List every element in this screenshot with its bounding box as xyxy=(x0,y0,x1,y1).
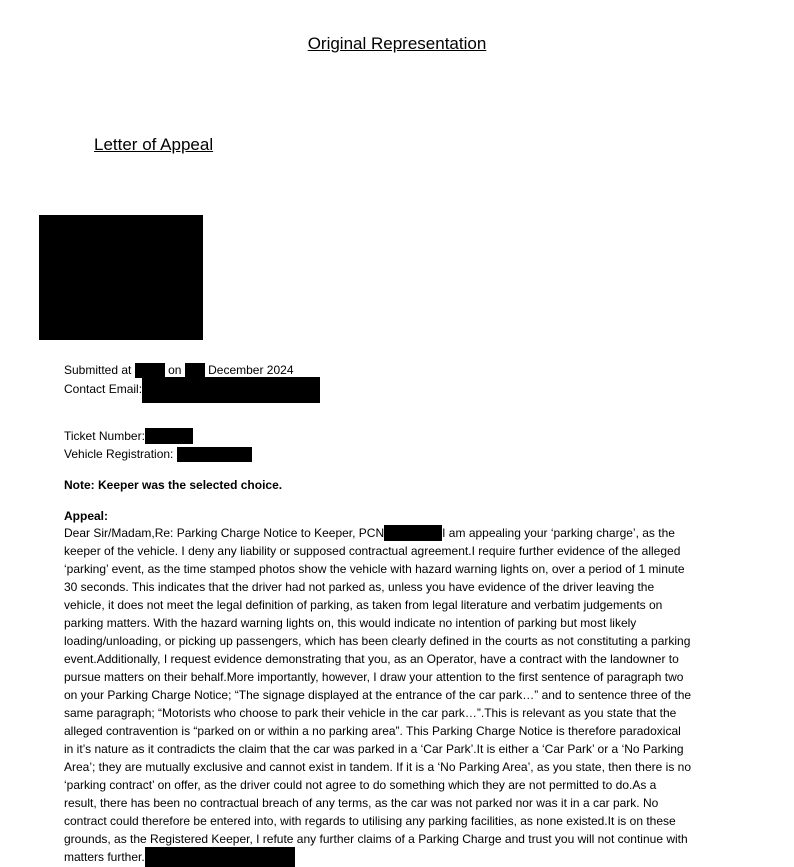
redacted-ticket-number xyxy=(145,428,193,444)
appeal-line-text: matters further. xyxy=(64,850,145,864)
appeal-line: vehicle, it does not meet the legal definition of parking, as taken from legal literature and verbatim judgements on xyxy=(64,598,663,612)
on-label: on xyxy=(168,363,182,377)
appeal-line: loading/unloading, or picking up passengers, which has been clearly defined in the courts as not constituting a parking xyxy=(64,634,691,648)
appeal-line: contract could therefore be entered into, with regards to utilising any parking facilities, as none existed.It is on these xyxy=(64,814,676,828)
date-suffix: December 2024 xyxy=(208,363,294,377)
appeal-line: same paragraph; “Motorists who choose to park their vehicle in the car park…”.This is relevant as you state that the xyxy=(64,706,677,720)
submitted-at-label: Submitted at xyxy=(64,363,132,377)
appeal-line: ‘parking’ event, as the time stamped photos show the vehicle with hazard warning lights on, over a period of 1 minute xyxy=(64,562,685,576)
appeal-line-text: Dear Sir/Madam,Re: Parking Charge Notice to Keeper, PCN xyxy=(64,526,385,540)
appeal-line: on your Parking Charge Notice; “The signage displayed at the entrance of the car park…” and to sentence three of the xyxy=(64,688,692,702)
contact-email-line xyxy=(64,380,320,403)
redacted-day xyxy=(185,363,205,378)
appeal-line: pursue matters on their behalf.More importantly, however, I draw your attention to the first sentence of paragraph two xyxy=(64,670,684,684)
redacted-signoff xyxy=(145,847,295,867)
letter-heading: Letter of Appeal xyxy=(94,135,214,154)
ticket-number-label: Ticket Number: xyxy=(64,429,145,443)
ticket-number-line xyxy=(64,427,193,445)
appeal-line: in it’s nature as it contradicts the claim that the car was parked in a ‘Car Park’.It is either a ‘Car Park’ or a ‘No Parking xyxy=(64,742,684,756)
appeal-line xyxy=(64,524,716,542)
redacted-address-block xyxy=(39,215,203,340)
appeal-line: grounds, as the Registered Keeper, I refute any further claims of a Parking Charge and trust you will not continue with xyxy=(64,832,688,846)
appeal-label: Appeal: xyxy=(64,509,109,523)
document-title: Original Representation xyxy=(307,34,487,53)
redacted-time xyxy=(135,363,165,378)
appeal-line: result, there has been no contractual breach of any terms, as the car was not parked nor was it in a car park. No xyxy=(64,796,659,810)
appeal-line-continuation: I am appealing your ‘parking charge’, as the xyxy=(442,526,675,540)
appeal-body xyxy=(64,524,716,866)
contact-email-label: Contact Email: xyxy=(64,382,143,396)
redacted-pcn xyxy=(384,525,442,541)
appeal-line: keeper of the vehicle. I deny any liability or supposed contractual agreement.I require further evidence of the alleged xyxy=(64,544,681,558)
vehicle-registration-line xyxy=(64,445,252,463)
redacted-registration xyxy=(177,447,252,462)
appeal-line: alleged contravention is “parked on or within a no parking area”. This Parking Charge Notice is therefore paradoxical xyxy=(64,724,681,738)
appeal-line: Area’; they are mutually exclusive and cannot exist in tandem. If it is a ‘No Parking Area’, as you state, then there is no xyxy=(64,760,691,774)
appeal-line: 30 seconds. This indicates that the driver had not parked as, unless you have evidence of the driver leaving the xyxy=(64,580,655,594)
redacted-email xyxy=(142,377,320,403)
appeal-line: event.Additionally, I request evidence demonstrating that you, as an Operator, have a contract with the landowner to xyxy=(64,652,679,666)
appeal-line xyxy=(64,848,716,866)
keeper-note: Note: Keeper was the selected choice. xyxy=(64,478,283,492)
appeal-line: ‘parking contract’ on offer, as the driver could not agree to do something which they are not permitted to do.As a xyxy=(64,778,657,792)
vehicle-registration-label: Vehicle Registration: xyxy=(64,447,174,461)
appeal-line: parking matters. With the hazard warning lights on, this would indicate no intention of parking but most likely xyxy=(64,616,637,630)
